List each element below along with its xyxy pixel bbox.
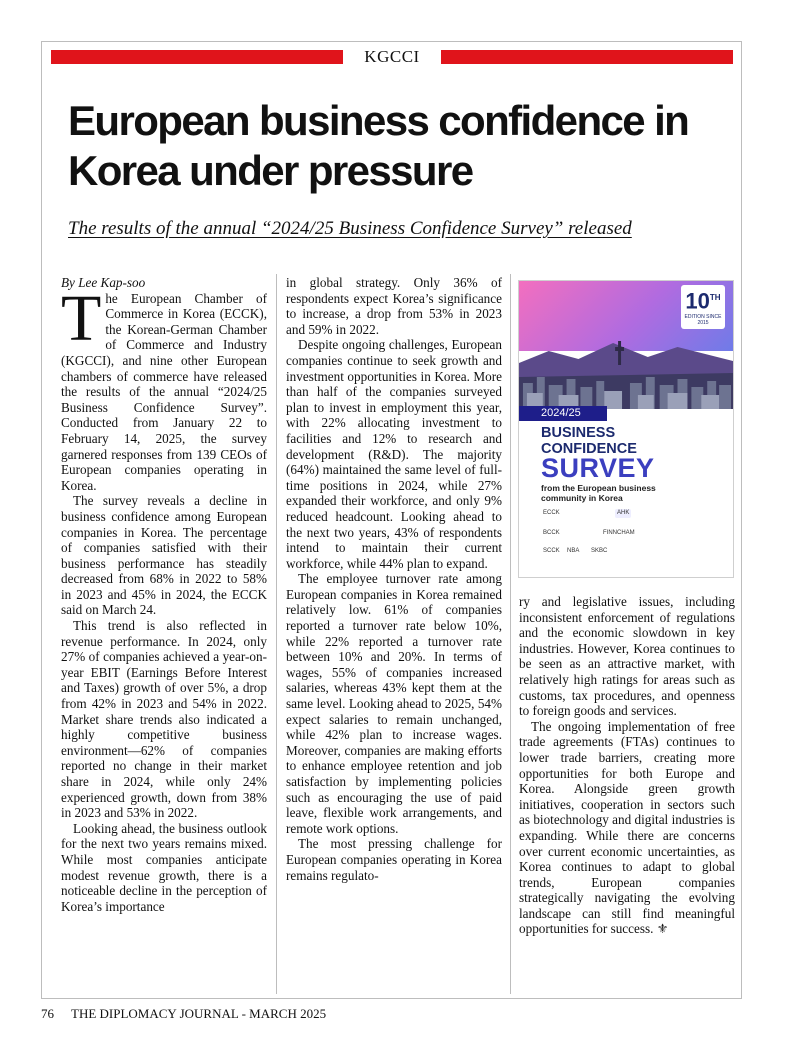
paragraph: in global strategy. Only 36% of respondents expect Korea’s significance to increase, a drop from 53% in 2023 and 59% in 2022. xyxy=(286,275,502,337)
survey-cover-image xyxy=(518,280,734,578)
ecck-logo: ECCK xyxy=(543,510,560,516)
paragraph: Looking ahead, the business outlook for the next two years remains mixed. While most companies anticipate modest revenue growth, there is a noticeable decline in the perception of Korea’s importance xyxy=(61,820,267,914)
column-divider xyxy=(510,274,511,994)
page-footer xyxy=(41,1006,326,1022)
skbc-logo: SKBC xyxy=(591,548,608,554)
paragraph: Despite ongoing challenges, European companies continue to seek growth and investment opportunities in Korea. More than half of the companies surveyed plan to invest in employment this year, with 22% allocating investment to facilities and 12% to research and development (R&D). The majority (64%) maintained the same level of full-time positions in 2024, while 27% expanded their workforce, and only 9% reduced headcount. Looking ahead to the next two years, 43% of respondents intend to maintain their current workforce, while 44% plan to expand. xyxy=(286,337,502,571)
nba-logo: NBA xyxy=(567,548,580,554)
paragraph-text: he European Chamber of Commerce in Korea (ECCK), the Korean-German Chamber of Commerce and Industry (KGCCI), and nine other European chambers of commerce have released the results of the annual “2024/25 Business Confidence Survey”. Conducted from January 22 to February 14, 2025, the survey garnered responses from 139 CEOs of European companies operating in Korea. xyxy=(61,290,267,493)
article-column-2 xyxy=(286,275,502,883)
section-bar-right xyxy=(441,50,733,64)
ahk-logo: AHK xyxy=(617,510,630,516)
finncham-logo: FINNCHAM xyxy=(603,530,635,536)
publication-name: THE DIPLOMACY JOURNAL - MARCH 2025 xyxy=(71,1006,327,1021)
subtitle: The results of the annual “2024/25 Business Confidence Survey” released xyxy=(68,218,632,239)
page-number: 76 xyxy=(41,1006,54,1021)
article-column-3 xyxy=(519,594,735,937)
cover-title-line-3: SURVEY xyxy=(541,453,655,483)
section-bar-left xyxy=(51,50,343,64)
chamber-logos xyxy=(541,509,721,573)
cover-title-line-2: CONFIDENCE xyxy=(541,441,637,457)
byline: By Lee Kap-soo xyxy=(61,275,146,290)
badge-superscript: TH xyxy=(709,293,721,302)
paragraph: The employee turnover rate among European companies in Korea remained relatively low. 61% of companies reported a turnover rate below 10%, while 22% reported a turnover rate between 10% and 20%. In terms of wages, 55% of companies increased salaries, whereas 43% kept them at the same level. Looking ahead to 2025, 54% expect salaries to remain unchanged, while 42% plan to increase wages. Moreover, companies are making efforts to enhance employee retention and job satisfaction by implementing policies such as encouraging the use of paid leave, flexible work arrangements, and remote work options. xyxy=(286,571,502,836)
paragraph: This trend is also reflected in revenue performance. In 2024, only 27% of companies achieved a year-on-year EBIT (Earnings Before Interest and Taxes) growth of over 5%, a drop from 42% in 2023 and 54% in 2022. Market share trends also indicated a highly competitive business environment—62% of companies reported no change in their market share in 2024, while only 24% experienced growth, down from 38% in 2023 and 53% in 2022. xyxy=(61,618,267,821)
article-column-1 xyxy=(61,275,267,914)
city-skyline-illustration xyxy=(519,333,733,409)
badge-number: 10 xyxy=(685,288,710,314)
cover-year-label: 2024/25 xyxy=(519,406,607,421)
headline: European business confidence in Korea under pressure xyxy=(68,97,689,194)
paragraph: The ongoing implementation of free trade agreements (FTAs) continues to lower trade barriers, creating more opportunities for both Europe and Korea. Alongside green growth initiatives, cooperation in sectors such as biotechnology and digital industries is expanding. While there are concerns over current economic uncertainties, as Korea continues to adapt to global trends, European companies strategically navigating the evolving landscape can still find meaningful opportunities for success. ⚜ xyxy=(519,718,735,937)
badge-text: EDITION SINCE 2015 xyxy=(684,314,722,327)
cover-subtitle: from the European business community in Korea xyxy=(541,483,656,503)
section-label: KGCCI xyxy=(364,47,420,66)
paragraph: The most pressing challenge for European companies operating in Korea remains regulato- xyxy=(286,836,502,883)
scck-logo: SCCK xyxy=(543,548,560,554)
paragraph: ry and legislative issues, including inconsistent enforcement of regulations and the economic slowdown in key industries. However, Korea continues to be seen as an attractive market, with relatively high ratings for areas such as customs, tax procedures, and openness to foreign goods and services. xyxy=(519,594,735,719)
drop-cap: T xyxy=(61,281,102,355)
cover-title-line-1: BUSINESS xyxy=(541,425,616,441)
paragraph: The survey reveals a decline in business confidence among European companies in Korea. The percentage of companies satisfied with their business performance has steadily decreased from 68% in 2022 to 58% in 2023 and 45% in 2024, the ECCK said on March 24. xyxy=(61,493,267,618)
bcck-logo: BCCK xyxy=(543,530,560,536)
column-divider xyxy=(276,274,277,994)
tenth-edition-badge xyxy=(681,285,725,329)
